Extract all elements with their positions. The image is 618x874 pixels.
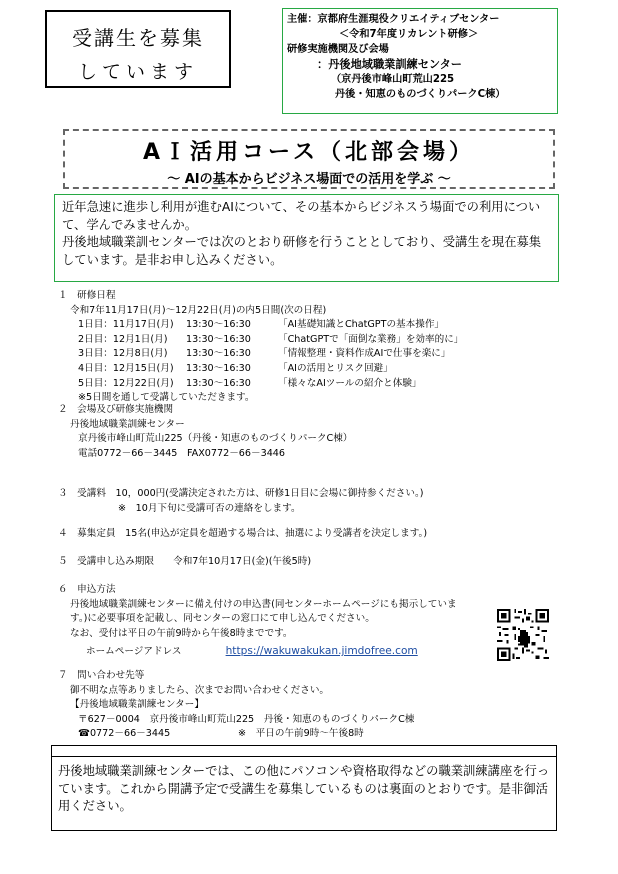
organizer-box <box>282 8 558 114</box>
day-time: 13:30～16:30 <box>186 319 251 331</box>
day-topic: 「AI基礎知識とChatGPTの基本操作」 <box>278 319 445 331</box>
venue-phone: 電話0772－66－3445 FAX0772－66－3446 <box>78 447 286 459</box>
day-topic: 「情報整理・資料作成AIで仕事を楽に」 <box>278 348 451 360</box>
intro-paragraph-1: 近年急速に進歩し利用が進むAIについて、その基本からビジネスう場面での利用について、学んでみませんか。 <box>62 200 541 232</box>
recruit-banner <box>45 10 231 88</box>
schedule-day <box>58 347 463 362</box>
apply-line-2: す。)に必要事項を記載し、同センターの窓口にて申し込んでください。 <box>70 613 375 625</box>
deadline-line: ５ 受講申し込み期限 令和7年10月17日(金)(午後5時) <box>58 556 312 567</box>
venue-heading: ２ 会場及び研修実施機関 <box>58 404 174 415</box>
schedule-summary: 令和7年11月17日(月)～12月22日(月)の内5日間(次の日程) <box>70 304 327 316</box>
organizer-address: （京丹後市峰山町荒山225 <box>331 74 455 85</box>
schedule-day <box>58 362 463 377</box>
day-time: 13:30～16:30 <box>186 377 251 389</box>
program: ＜令和7年度リカレント研修＞ <box>339 29 479 40</box>
day-date: 3日目：12月8日(月) <box>78 348 168 360</box>
qr-code-icon <box>495 607 551 663</box>
intro-paragraph-2: 丹後地域職業訓センターでは次のとおり研修を行うこととしており、受講生を現在募集しています。是非お申し込みください。 <box>62 235 542 267</box>
course-title: AＩ活用コース（北部会場） <box>143 140 475 165</box>
contact-heading: ７ 問い合わせ先等 <box>58 670 145 681</box>
venue-label: 研修実施機関及び会場 <box>287 44 389 55</box>
day-date: 4日目：12月15日(月) <box>78 362 174 374</box>
contact-section <box>58 669 414 742</box>
schedule-heading: １ 研修日程 <box>58 290 116 301</box>
capacity-line: ４ 募集定員 15名(申込が定員を超過する場合は、抽選により受講者を決定します。) <box>58 528 428 539</box>
day-time: 13:30～16:30 <box>186 333 251 345</box>
day-time: 13:30～16:30 <box>186 348 251 360</box>
schedule-note: ※5日間を通して受講していただきます。 <box>78 392 255 404</box>
capacity-section <box>58 527 427 542</box>
fee-line: ３ 受講料 10，000円(受講決定された方は、研修1日目に会場に御持参ください。) <box>58 488 424 499</box>
scroll-curl-decoration <box>51 745 557 757</box>
day-date: 5日目：12月22日(月) <box>78 377 174 389</box>
footer-text: 丹後地域職業訓練センターでは、この他にパソコンや資格取得などの職業訓練講座を行っています。これから開講予定で受講生を募集しているものは裏面のとおりです。是非御活用ください。 <box>58 764 550 814</box>
deadline-section <box>58 555 311 570</box>
fee-section <box>58 487 424 516</box>
schedule-day <box>58 333 463 348</box>
homepage-row <box>58 644 457 660</box>
day-topic: 「AIの活用とリスク回避」 <box>278 362 393 374</box>
fee-note: ※ 10月下旬に受講可否の連絡をします。 <box>118 502 301 514</box>
apply-section <box>58 583 457 660</box>
day-date: 1日目：11月17日(月) <box>78 319 174 331</box>
venue-address: 京丹後市峰山町荒山225（丹後・知恵のものづくりパークC棟） <box>78 433 353 445</box>
apply-line-3: なお、受付は平日の午前9時から午後8時までです。 <box>70 627 293 639</box>
contact-address: 〒627－0004 京丹後市峰山町荒山225 丹後・知恵のものづくりパークC棟 <box>78 713 415 725</box>
homepage-link[interactable]: https://wakuwakukan.jimdofree.com <box>225 645 418 658</box>
day-date: 2日目：12月1日(月) <box>78 333 168 345</box>
footer-box <box>51 745 557 831</box>
center-name: ：丹後地域職業訓練センター <box>317 58 462 71</box>
venue-name: 丹後地域職業訓練センター <box>70 418 185 430</box>
venue-section <box>58 403 352 461</box>
contact-tel: ☎0772－66－3445 <box>78 728 171 740</box>
contact-tel-row <box>58 727 414 742</box>
day-time: 13:30～16:30 <box>186 362 251 374</box>
course-subtitle: ～ AIの基本からビジネス場面での活用を学ぶ ～ <box>167 172 451 187</box>
organizer-park: 丹後・知恵のものづくりパークC棟） <box>335 89 506 100</box>
course-title-box <box>63 129 555 189</box>
contact-hours: ※ 平日の午前9時～午後8時 <box>238 728 364 740</box>
contact-line-1: 御不明な点等ありましたら、次までお問い合わせください。 <box>70 684 330 696</box>
contact-org: 【丹後地域職業訓練センター】 <box>70 699 204 711</box>
host: 主催：京都府生涯現役クリエイティブセンター <box>287 14 500 25</box>
homepage-label: ホームページアドレス <box>86 646 182 658</box>
apply-line-1: 丹後地域職業訓練センターに備え付けの申込書(同センターホームページにも掲示していま <box>70 598 457 610</box>
apply-heading: ６ 申込方法 <box>58 584 116 595</box>
schedule-day <box>58 318 463 333</box>
intro-box <box>54 194 559 282</box>
day-topic: 「ChatGPTで「面倒な業務」を効率的に」 <box>278 333 464 345</box>
schedule-day <box>58 377 463 392</box>
recruit-line-1: 受講生を募集 <box>72 26 204 50</box>
schedule-section <box>58 289 463 406</box>
day-topic: 「様々なAIツールの紹介と体験」 <box>278 377 422 389</box>
recruit-line-2: しています <box>77 61 198 83</box>
